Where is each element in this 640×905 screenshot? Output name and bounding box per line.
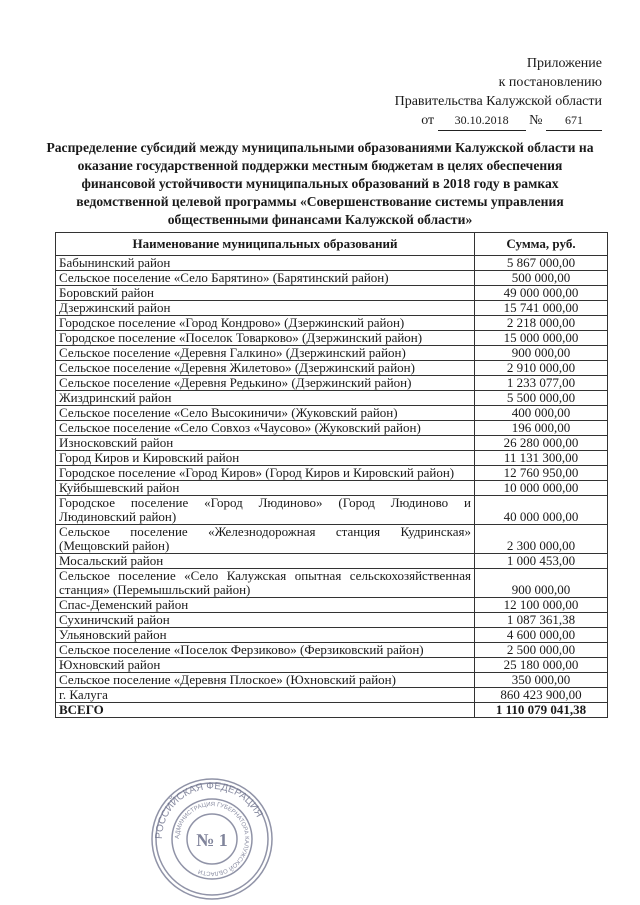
subsidy-table (55, 232, 608, 718)
table-row (56, 643, 608, 658)
subsidy-sum: 4 600 000,00 (475, 628, 608, 643)
table-row (56, 673, 608, 688)
subsidy-sum: 2 500 000,00 (475, 643, 608, 658)
table-row (56, 346, 608, 361)
subsidy-sum: 860 423 900,00 (475, 688, 608, 703)
table-row (56, 451, 608, 466)
resolution-number: 671 (546, 111, 602, 131)
total-label: ВСЕГО (56, 703, 475, 718)
municipality-name: Ульяновский район (56, 628, 475, 643)
appendix-header (395, 54, 602, 131)
municipality-name: Сельское поселение «Деревня Редькино» (Дзержинский район) (56, 376, 475, 391)
municipality-name: Сельское поселение «Село Калужская опытная сельскохозяйственная станция» (Перемышльский район) (56, 569, 475, 598)
subsidy-sum: 40 000 000,00 (475, 496, 608, 525)
subsidy-sum: 2 300 000,00 (475, 525, 608, 554)
table-row (56, 525, 608, 554)
subsidy-sum: 1 000 453,00 (475, 554, 608, 569)
subsidy-sum: 25 180 000,00 (475, 658, 608, 673)
table-row (56, 613, 608, 628)
table-row (56, 301, 608, 316)
total-sum: 1 110 079 041,38 (475, 703, 608, 718)
subsidy-sum: 2 218 000,00 (475, 316, 608, 331)
table-row (56, 466, 608, 481)
table-row (56, 331, 608, 346)
stamp-inner-text: АДМИНИСТРАЦИЯ ГУБЕРНАТОРА КАЛУЖСКОЙ ОБЛАСТИ (174, 801, 250, 877)
table-row (56, 316, 608, 331)
subsidy-sum: 1 087 361,38 (475, 613, 608, 628)
municipality-name: Боровский район (56, 286, 475, 301)
municipality-name: Городское поселение «Город Киров» (Город Киров и Кировский район) (56, 466, 475, 481)
table-row (56, 598, 608, 613)
table-row (56, 436, 608, 451)
official-stamp (142, 774, 282, 904)
municipality-name: Сухиничский район (56, 613, 475, 628)
subsidy-sum: 12 760 950,00 (475, 466, 608, 481)
subsidy-sum: 500 000,00 (475, 271, 608, 286)
municipality-name: Юхновский район (56, 658, 475, 673)
subsidy-sum: 11 131 300,00 (475, 451, 608, 466)
municipality-name: Спас-Деменский район (56, 598, 475, 613)
municipality-name: Износковский район (56, 436, 475, 451)
table-row (56, 481, 608, 496)
table-row (56, 376, 608, 391)
table-row (56, 421, 608, 436)
table-row (56, 628, 608, 643)
municipality-name: Сельское поселение «Село Барятино» (Барятинский район) (56, 271, 475, 286)
table-row (56, 256, 608, 271)
subsidy-sum: 10 000 000,00 (475, 481, 608, 496)
table-row (56, 361, 608, 376)
municipality-name: Городское поселение «Город Кондрово» (Дзержинский район) (56, 316, 475, 331)
number-label: № (529, 113, 543, 128)
municipality-name: Куйбышевский район (56, 481, 475, 496)
table-row (56, 496, 608, 525)
header-name: Наименование муниципальных образований (56, 233, 475, 256)
municipality-name: Бабынинский район (56, 256, 475, 271)
table-row (56, 688, 608, 703)
municipality-name: Городское поселение «Поселок Товарково» (Дзержинский район) (56, 331, 475, 346)
municipality-name: Мосальский район (56, 554, 475, 569)
table-row (56, 406, 608, 421)
subsidy-sum: 900 000,00 (475, 569, 608, 598)
subsidy-sum: 5 500 000,00 (475, 391, 608, 406)
subsidy-sum: 5 867 000,00 (475, 256, 608, 271)
table-row (56, 658, 608, 673)
subsidy-sum: 196 000,00 (475, 421, 608, 436)
from-label: от (421, 113, 435, 128)
subsidy-sum: 15 741 000,00 (475, 301, 608, 316)
subsidy-sum: 15 000 000,00 (475, 331, 608, 346)
table-row (56, 271, 608, 286)
municipality-name: Сельское поселение «Деревня Жилетово» (Дзержинский район) (56, 361, 475, 376)
total-row (56, 703, 608, 718)
appendix-date-line (395, 111, 602, 131)
municipality-name: Сельское поселение «Деревня Плоское» (Юхновский район) (56, 673, 475, 688)
subsidy-sum: 400 000,00 (475, 406, 608, 421)
municipality-name: Дзержинский район (56, 301, 475, 316)
table-row (56, 286, 608, 301)
subsidy-sum: 49 000 000,00 (475, 286, 608, 301)
subsidy-sum: 12 100 000,00 (475, 598, 608, 613)
municipality-name: Сельское поселение «Село Совхоз «Чаусово» (Жуковский район) (56, 421, 475, 436)
stamp-outer-text: РОССИЙСКАЯ ФЕДЕРАЦИЯ (153, 780, 265, 840)
resolution-date: 30.10.2018 (438, 111, 526, 131)
subsidy-sum: 350 000,00 (475, 673, 608, 688)
municipality-name: Сельское поселение «Деревня Галкино» (Дзержинский район) (56, 346, 475, 361)
municipality-name: Городское поселение «Город Людиново» (Город Людиново и Людиновский район) (56, 496, 475, 525)
table-row (56, 569, 608, 598)
subsidy-sum: 1 233 077,00 (475, 376, 608, 391)
municipality-name: Сельское поселение «Село Высокиничи» (Жуковский район) (56, 406, 475, 421)
subsidy-sum: 26 280 000,00 (475, 436, 608, 451)
appendix-label: Приложение (526, 56, 602, 71)
subsidy-sum: 2 910 000,00 (475, 361, 608, 376)
document-title: Распределение субсидий между муниципальными образованиями Калужской области на оказание государственной поддержки местным бюджетам в целях обеспечения финансовой устойчивости муниципальных образований в 2018 году в рамках ведомственной целевой программы «Совершенствование системы управления общественными финансами Калужской области» (46, 140, 594, 227)
subsidy-sum: 900 000,00 (475, 346, 608, 361)
appendix-resolution: к постановлению (498, 75, 602, 90)
municipality-name: Сельское поселение «Поселок Ферзиково» (Ферзиковский район) (56, 643, 475, 658)
appendix-government: Правительства Калужской области (394, 94, 602, 109)
municipality-name: Сельское поселение «Железнодорожная станция Кудринская» (Мещовский район) (56, 525, 475, 554)
table-row (56, 391, 608, 406)
municipality-name: г. Калуга (56, 688, 475, 703)
header-sum: Сумма, руб. (475, 233, 608, 256)
municipality-name: Жиздринский район (56, 391, 475, 406)
stamp-number: № 1 (196, 830, 228, 850)
municipality-name: Город Киров и Кировский район (56, 451, 475, 466)
table-row (56, 554, 608, 569)
